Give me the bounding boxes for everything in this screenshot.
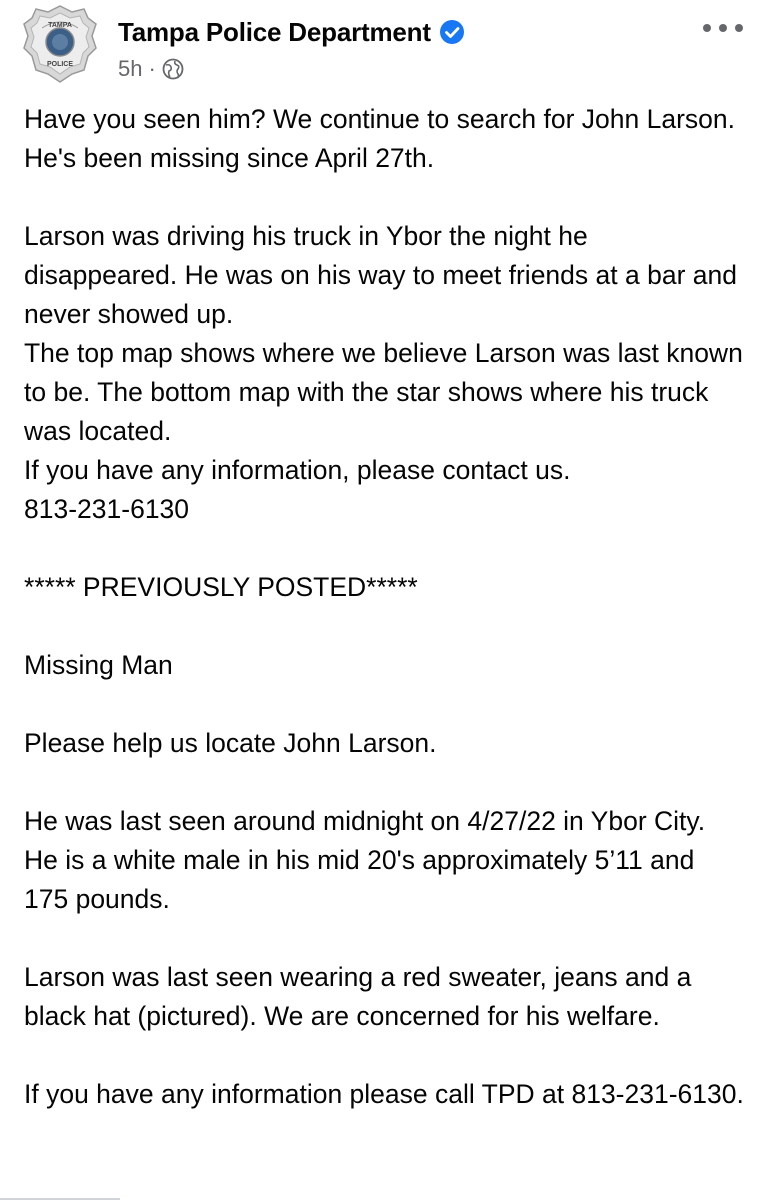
post-paragraph: The top map shows where we believe Larson was last known to be. The bottom map with the star shows where his truck was located. bbox=[24, 338, 751, 446]
more-options-icon[interactable] bbox=[703, 18, 743, 38]
paragraph-spacer bbox=[24, 685, 744, 724]
page-name[interactable]: Tampa Police Department bbox=[118, 16, 431, 47]
page-avatar[interactable] bbox=[22, 4, 98, 84]
phone-number[interactable]: 813-231-6130 bbox=[24, 494, 190, 524]
badge-text-bottom: POLICE bbox=[46, 61, 74, 68]
post-paragraph: He was last seen around midnight on 4/27/22 in Ybor City. He is a white male in his mid 20's approximately 5’11 and 175 pounds. bbox=[24, 806, 713, 914]
post-paragraph: Larson was last seen wearing a red sweater, jeans and a black hat (pictured). We are concerned for his welfare. bbox=[24, 962, 699, 1031]
post-paragraph: Missing Man bbox=[24, 650, 173, 680]
paragraph-spacer bbox=[24, 607, 744, 646]
paragraph-spacer bbox=[24, 1036, 744, 1075]
meta-separator: · bbox=[148, 56, 156, 81]
page-name-row bbox=[118, 14, 465, 50]
paragraph-spacer bbox=[24, 919, 744, 958]
paragraph-spacer bbox=[24, 763, 744, 802]
more-dot bbox=[703, 24, 711, 32]
police-badge-logo bbox=[22, 4, 98, 84]
post-paragraph: Please help us locate John Larson. bbox=[24, 728, 437, 758]
more-dot bbox=[719, 24, 727, 32]
post-header bbox=[118, 14, 465, 82]
post-paragraph: If you have any information please call TPD at 813-231-6130. bbox=[24, 1079, 744, 1109]
globe-icon[interactable] bbox=[162, 58, 184, 80]
paragraph-spacer bbox=[24, 178, 744, 217]
post-paragraph: Larson was driving his truck in Ybor the night he disappeared. He was on his way to meet friends at a bar and never showed up. bbox=[24, 221, 745, 329]
post-paragraph: Have you seen him? We continue to search for John Larson. He's been missing since April 27th. bbox=[24, 104, 743, 173]
post-paragraph: ***** PREVIOUSLY POSTED***** bbox=[24, 572, 418, 602]
post-timestamp[interactable]: 5h bbox=[118, 56, 143, 81]
post-meta bbox=[118, 56, 465, 82]
post-body bbox=[24, 100, 751, 1114]
badge-text-top: TAMPA bbox=[48, 22, 72, 29]
paragraph-spacer bbox=[24, 529, 744, 568]
verified-badge-icon bbox=[439, 19, 465, 45]
post-paragraph: If you have any information, please contact us. bbox=[24, 455, 571, 485]
more-dot bbox=[735, 24, 743, 32]
